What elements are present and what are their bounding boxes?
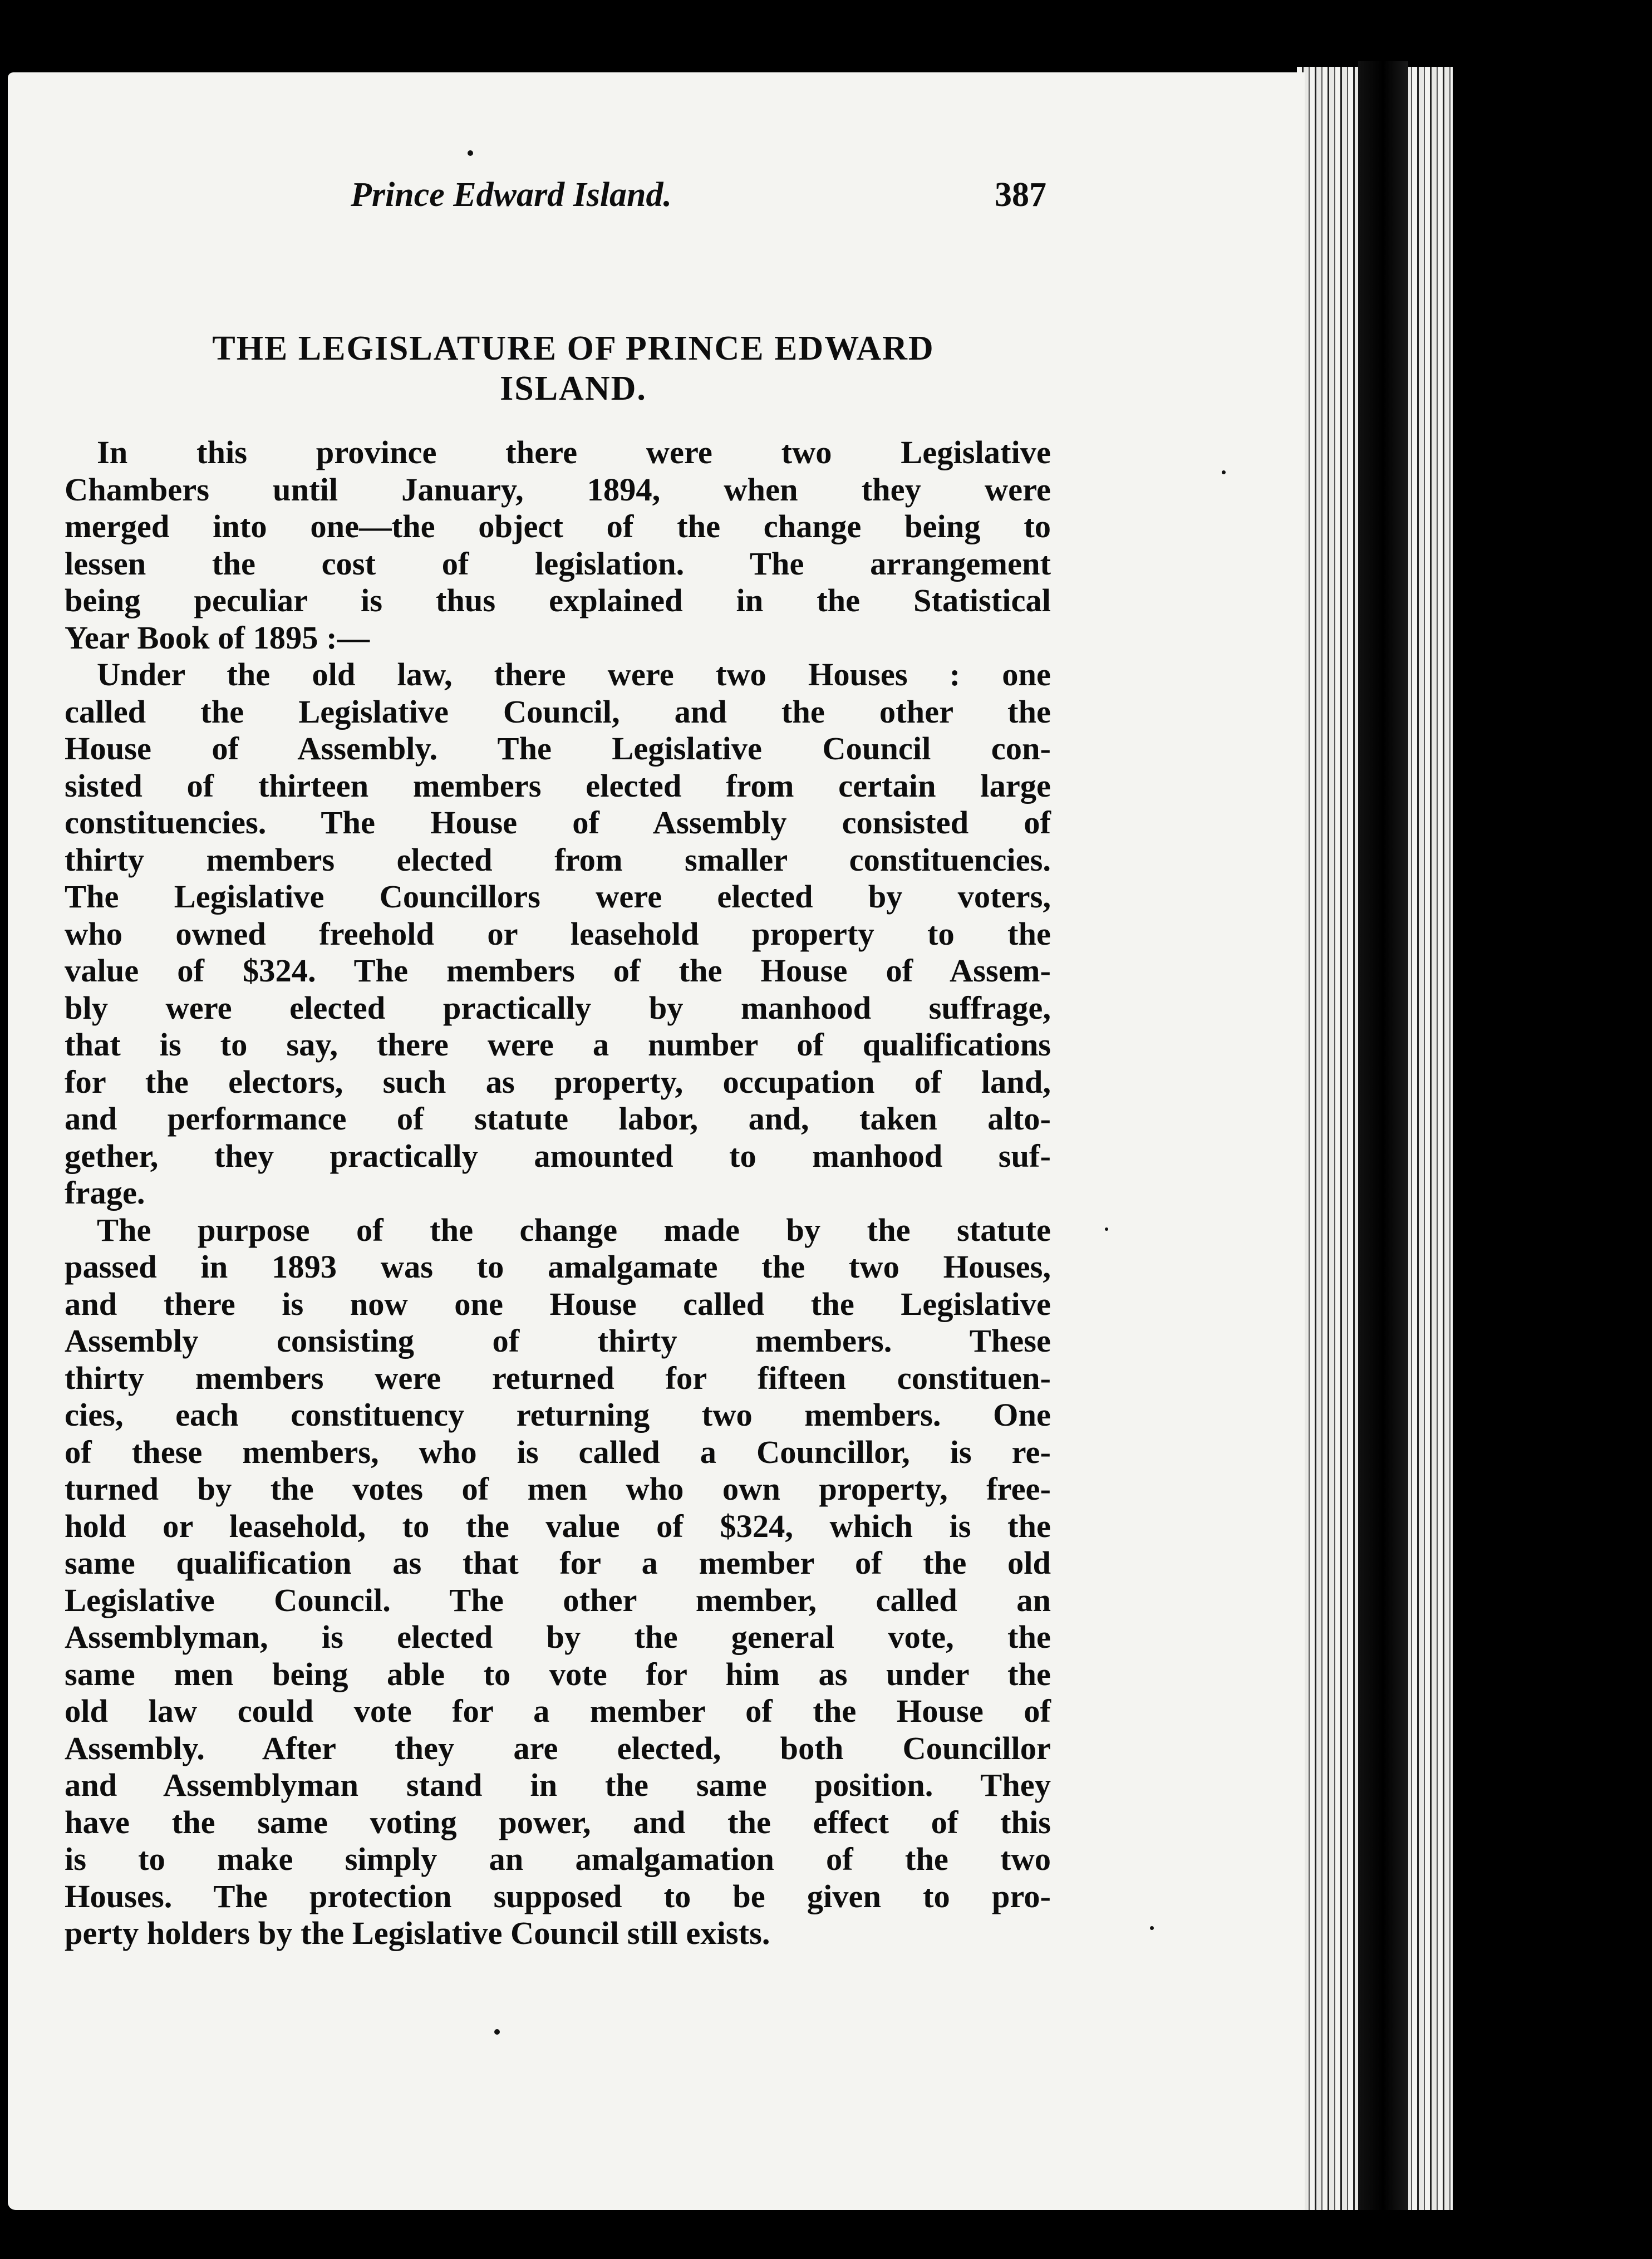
text-line: value of $324. The members of the House of Assem- xyxy=(65,952,1051,989)
text-line: House of Assembly. The Legislative Council con- xyxy=(65,730,1051,767)
text-line: cies, each constituency returning two members. One xyxy=(65,1397,1051,1433)
heading-line-1: THE LEGISLATURE OF PRINCE EDWARD xyxy=(212,330,935,367)
paragraph xyxy=(65,1212,1051,1952)
text-line: Assembly. After they are elected, both Councillor xyxy=(65,1730,1051,1766)
text-line: for the electors, such as property, occupation of land, xyxy=(65,1063,1051,1100)
binding-shadow xyxy=(1358,61,1408,2210)
text-line: constituencies. The House of Assembly consisted of xyxy=(65,804,1051,841)
text-line: Legislative Council. The other member, called an xyxy=(65,1582,1051,1618)
scan-speck xyxy=(1222,470,1226,474)
text-line: is to make simply an amalgamation of the two xyxy=(65,1841,1051,1877)
text-line: who owned freehold or leasehold property to the xyxy=(65,915,1051,952)
running-title: Prince Edward Island. xyxy=(351,176,672,214)
scan-speck xyxy=(494,2029,500,2035)
text-line: and there is now one House called the Legislative xyxy=(65,1285,1051,1322)
text-line: gether, they practically amounted to manhood suf- xyxy=(65,1137,1051,1174)
text-line: Chambers until January, 1894, when they were xyxy=(65,471,1051,508)
text-line: turned by the votes of men who own property, free- xyxy=(65,1471,1051,1507)
running-head xyxy=(351,175,1046,225)
text-line: perty holders by the Legislative Council still exists. xyxy=(65,1915,770,1951)
text-line: same men being able to vote for him as under the xyxy=(65,1656,1051,1692)
text-line: Under the old law, there were two Houses : one xyxy=(97,656,1051,693)
text-line: same qualification as that for a member of the old xyxy=(65,1545,1051,1581)
text-line: being peculiar is thus explained in the Statistical xyxy=(65,582,1051,618)
text-line: lessen the cost of legislation. The arrangement xyxy=(65,545,1051,582)
text-line: Year Book of 1895 :— xyxy=(65,619,370,656)
text-line: Houses. The protection supposed to be given to pro- xyxy=(65,1878,1051,1914)
scan-speck xyxy=(1105,1227,1108,1231)
text-line: thirty members were returned for fifteen constituen- xyxy=(65,1359,1051,1396)
paragraph xyxy=(65,434,1051,656)
text-line: and Assemblyman stand in the same position. They xyxy=(65,1767,1051,1803)
text-line: thirty members elected from smaller constituencies. xyxy=(65,841,1051,878)
heading-line-2: ISLAND. xyxy=(500,370,647,407)
text-line: frage. xyxy=(65,1175,145,1211)
text-line: called the Legislative Council, and the other the xyxy=(65,693,1051,730)
text-line: sisted of thirteen members elected from certain large xyxy=(65,767,1051,804)
page-number: 387 xyxy=(995,176,1046,214)
scan-speck xyxy=(1150,1926,1154,1930)
text-line: In this province there were two Legislative xyxy=(97,434,1051,470)
text-line: old law could vote for a member of the House of xyxy=(65,1693,1051,1729)
text-line: bly were elected practically by manhood suffrage, xyxy=(65,989,1051,1026)
text-line: and performance of statute labor, and, taken alto- xyxy=(65,1101,1051,1137)
text-line: Assembly consisting of thirty members. These xyxy=(65,1323,1051,1359)
text-line: The purpose of the change made by the statute xyxy=(97,1211,1051,1248)
text-line: The Legislative Councillors were elected by voters, xyxy=(65,878,1051,915)
scan-speck xyxy=(468,150,473,156)
section-heading xyxy=(89,328,1058,409)
text-line: Assemblyman, is elected by the general vote, the xyxy=(65,1619,1051,1655)
paragraph xyxy=(65,656,1051,1212)
text-line: passed in 1893 was to amalgamate the two Houses, xyxy=(65,1249,1051,1285)
text-line: that is to say, there were a number of qualifications xyxy=(65,1027,1051,1063)
text-line: have the same voting power, and the effect of this xyxy=(65,1804,1051,1840)
text-line: hold or leasehold, to the value of $324, which is the xyxy=(65,1507,1051,1544)
body-text xyxy=(65,434,1051,1952)
text-line: merged into one—the object of the change being to xyxy=(65,508,1051,544)
text-line: of these members, who is called a Councillor, is re- xyxy=(65,1433,1051,1470)
